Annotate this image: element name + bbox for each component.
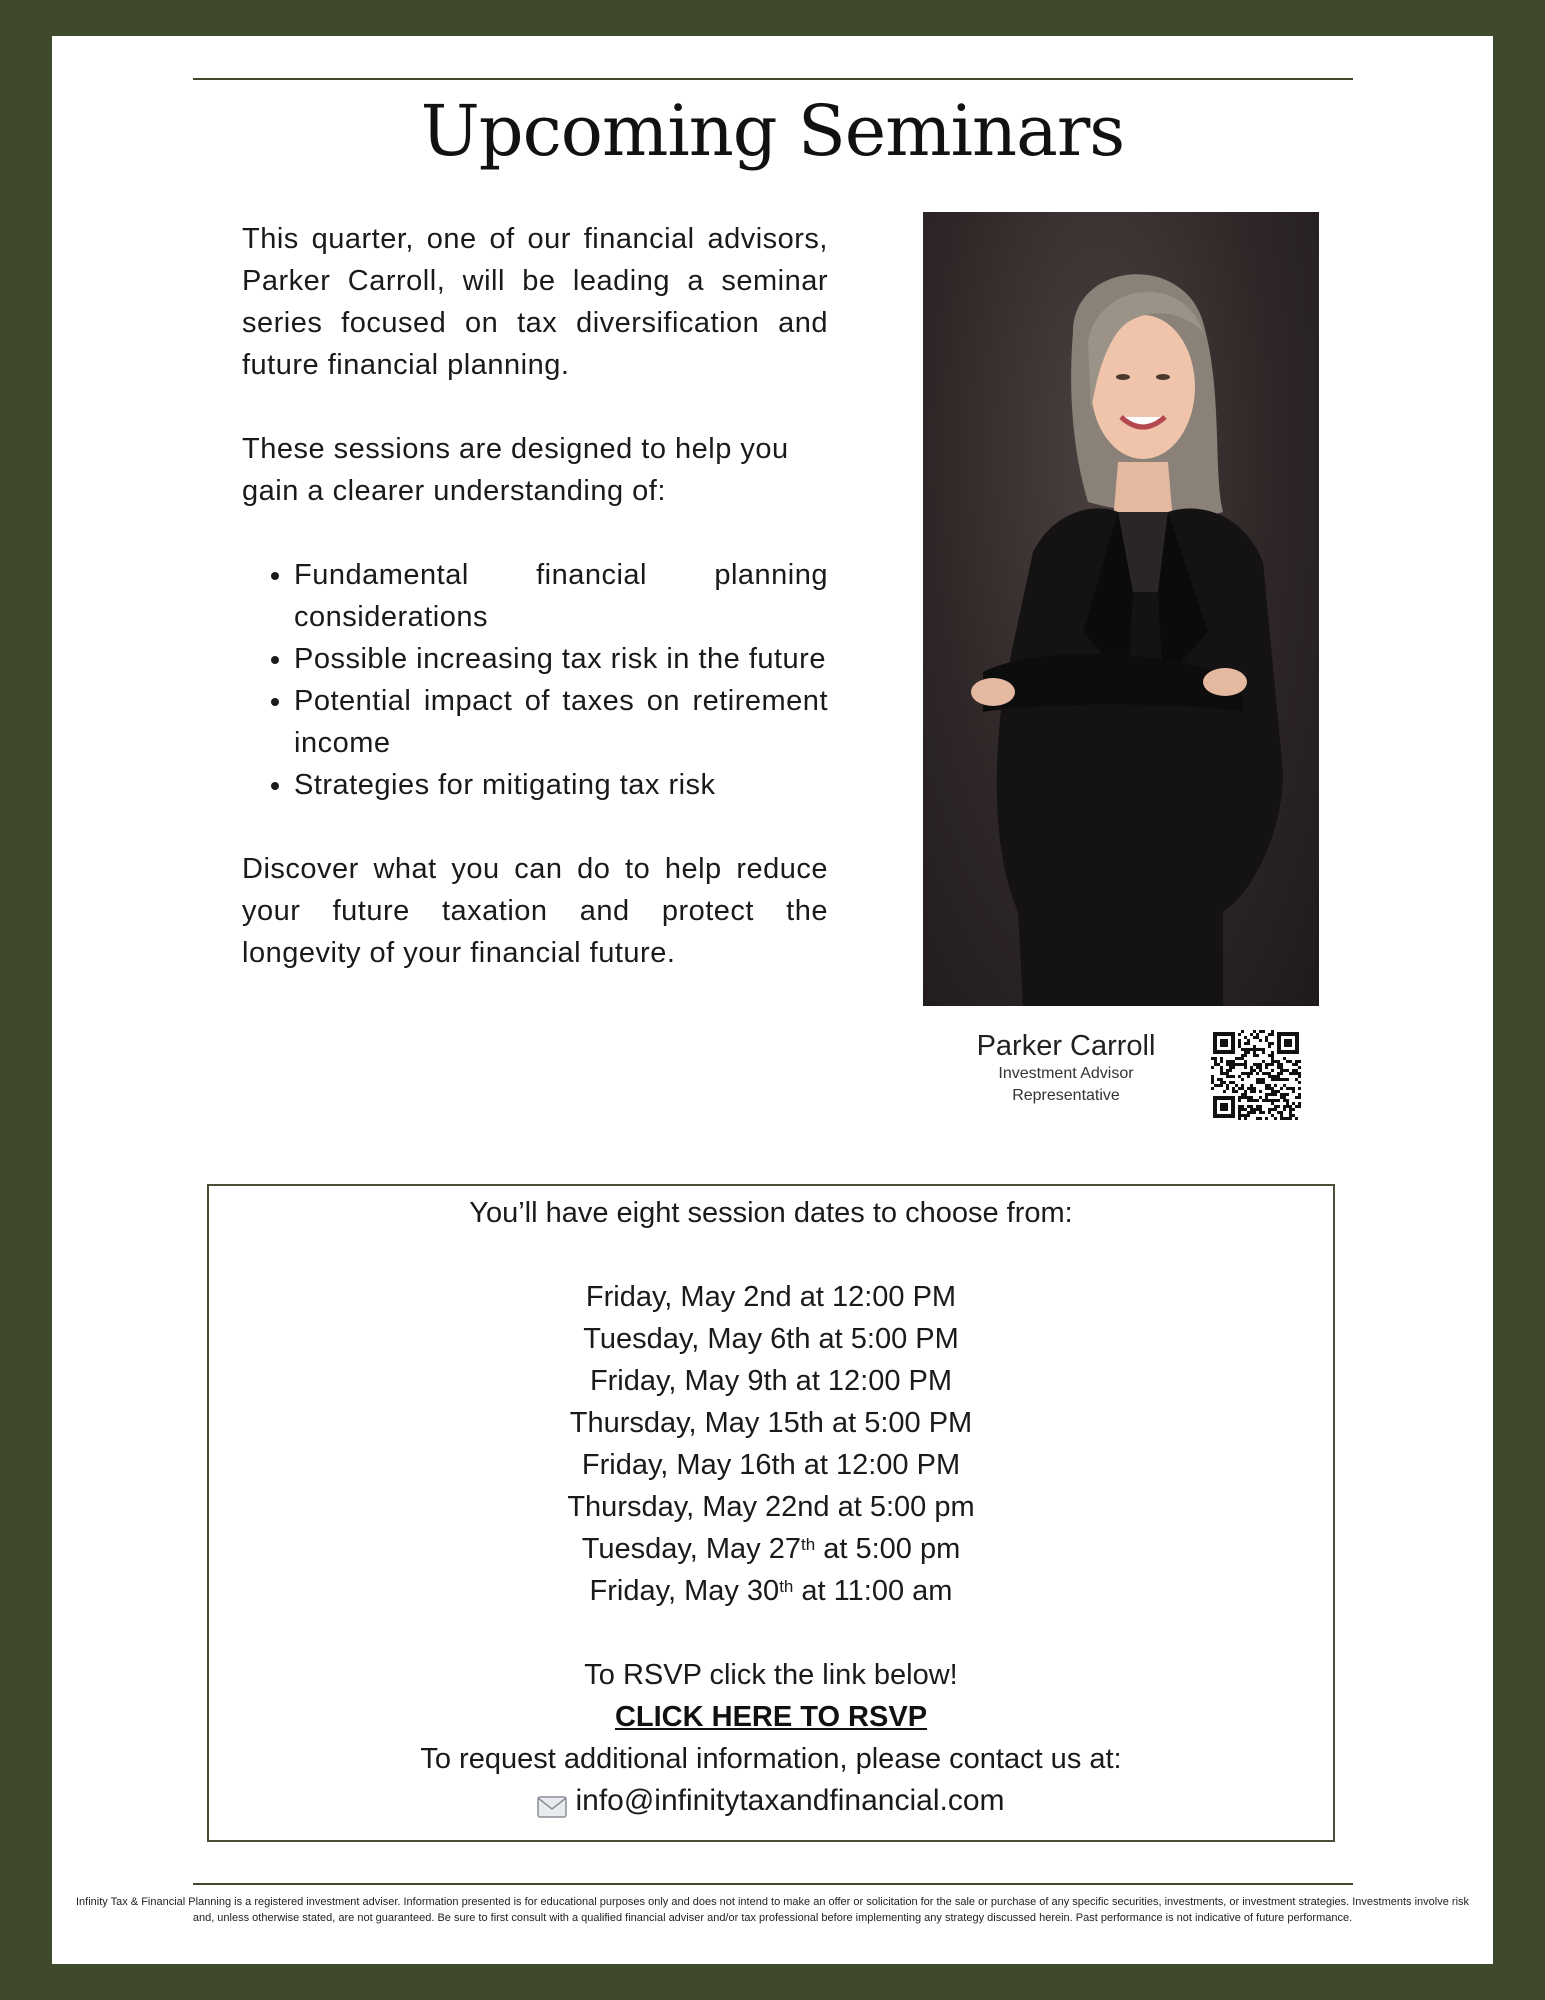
rsvp-link[interactable]: CLICK HERE TO RSVP	[614, 1701, 928, 1733]
ordinal-suffix: th	[779, 1577, 794, 1596]
topics-list	[242, 554, 828, 806]
session-date-text: Tuesday, May 27	[581, 1533, 801, 1565]
advisor-name: Parker Carroll	[976, 1030, 1156, 1062]
session-date-time: at 5:00 pm	[815, 1533, 961, 1565]
envelope-icon	[537, 1788, 567, 1810]
session-date: Tuesday, May 6th at 5:00 PM	[583, 1323, 959, 1355]
list-item: • Potential impact of taxes on retirement income	[294, 680, 828, 764]
intro-section	[242, 218, 828, 1016]
qr-code-icon[interactable]	[1211, 1030, 1301, 1120]
intro-paragraph-2: These sessions are designed to help you gain a clearer understanding of:	[242, 433, 789, 507]
advisor-role-line-2: Representative	[1012, 1087, 1120, 1104]
advisor-caption	[952, 1030, 1180, 1107]
page-title: Upcoming Seminars	[420, 90, 1125, 172]
top-divider	[193, 78, 1353, 80]
advisor-role-line-1: Investment Advisor	[998, 1065, 1134, 1082]
intro-paragraph-3: Discover what you can do to help reduce your future taxation and protect the longevity of your financial future.	[242, 853, 828, 969]
email-line	[209, 1780, 1333, 1822]
session-date: Friday, May 16th at 12:00 PM	[581, 1449, 961, 1481]
session-date	[209, 1528, 1333, 1570]
session-date-time: at 11:00 am	[793, 1575, 953, 1607]
session-date	[209, 1570, 1333, 1612]
session-dates-box	[207, 1184, 1335, 1842]
list-item: • Fundamental financial planning considerations	[294, 554, 828, 638]
list-item: • Possible increasing tax risk in the future	[294, 638, 828, 680]
rsvp-intro: To RSVP click the link below!	[584, 1659, 958, 1691]
legal-disclaimer: Infinity Tax & Financial Planning is a registered investment adviser. Information presented is for educational purposes only and does not intend to make an offer or solicitation for the sale or purchase of any specific securities, investments, or investment strategies. Investments involve risk and, unless otherwise stated, are not guaranteed. Be sure to first consult with a qualified financial adviser and/or tax professional before implementing any strategy discussed herein. Past performance is not indicative of future performance.	[75, 1896, 1470, 1924]
bottom-divider	[193, 1883, 1353, 1885]
contact-intro: To request additional information, please contact us at:	[420, 1743, 1122, 1775]
session-date: Thursday, May 15th at 5:00 PM	[569, 1407, 973, 1439]
sessions-lead: You’ll have eight session dates to choose from:	[469, 1197, 1073, 1229]
ordinal-suffix: th	[800, 1535, 816, 1554]
list-item: • Strategies for mitigating tax risk	[294, 764, 828, 806]
flyer-page	[52, 36, 1493, 1964]
session-dates-list	[209, 1276, 1333, 1612]
email-address[interactable]: info@infinitytaxandfinancial.com	[575, 1784, 1005, 1817]
session-date-text: Friday, May 30	[589, 1575, 780, 1607]
session-date: Friday, May 9th at 12:00 PM	[589, 1365, 953, 1397]
intro-paragraph-1: This quarter, one of our financial advisors, Parker Carroll, will be leading a seminar series focused on tax diversification and future financial planning.	[242, 223, 828, 381]
session-date: Friday, May 2nd at 12:00 PM	[585, 1281, 957, 1313]
advisor-portrait-illustration	[923, 212, 1319, 1006]
advisor-portrait	[923, 212, 1319, 1006]
session-date: Thursday, May 22nd at 5:00 pm	[567, 1491, 975, 1523]
